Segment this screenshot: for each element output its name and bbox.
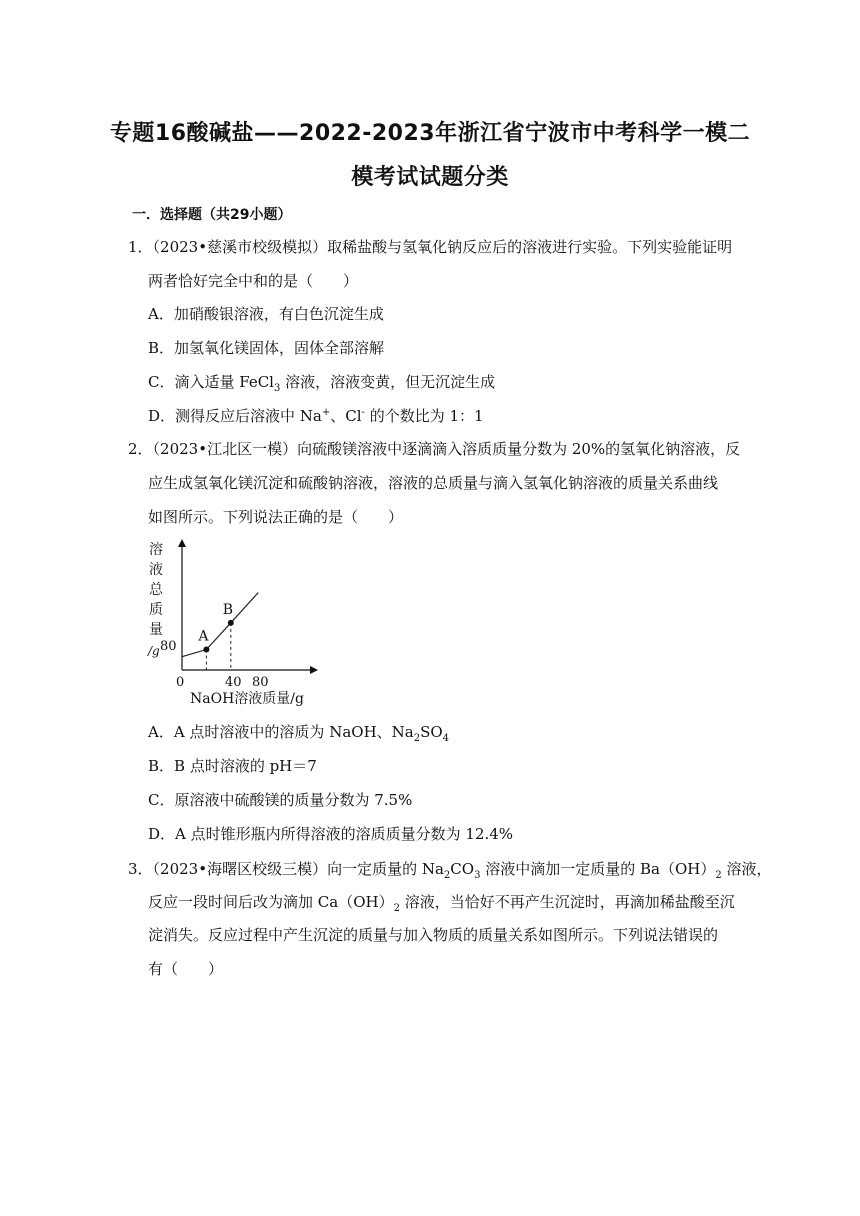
q3-text-3: 溶液中滴加一定质量的 Ba（OH） <box>480 860 716 878</box>
q1-option-b: B．加氢氧化镁固体，固体全部溶解 <box>148 339 385 357</box>
q3-stem-line4: 有（ ） <box>148 960 224 978</box>
q2-option-c: C．原溶液中硫酸镁的质量分数为 7.5% <box>148 791 413 809</box>
point-B <box>228 620 234 626</box>
y-tick-80: 80 <box>160 639 177 654</box>
q2-option-a-sub1: 2 <box>413 733 421 744</box>
q1-option-d-sup2: - <box>361 407 365 418</box>
y-label-char-1: 溶 <box>149 542 163 558</box>
y-label-char-3: 总 <box>149 582 163 598</box>
x-tick-0: 0 <box>176 675 185 690</box>
x-tick-40: 40 <box>225 675 242 690</box>
q2-option-a-mid: SO <box>420 723 443 741</box>
q3-line2-sub: 2 <box>393 903 400 914</box>
q2-stem-line3: 如图所示。下列说法正确的是（ ） <box>148 508 404 526</box>
q1-option-d <box>148 405 484 426</box>
q2-stem-line2: 应生成氢氧化镁沉淀和硫酸钠溶液，溶液的总质量与滴入氢氧化钠溶液的质量关系曲线 <box>148 474 719 492</box>
point-label-B: B <box>222 601 234 618</box>
q3-stem-line3: 淀消失。反应过程中产生沉淀的质量与加入物质的质量关系如图所示。下列说法错误的 <box>148 926 719 944</box>
q3-stem-line2 <box>148 891 735 914</box>
y-label-char-5: 量 <box>149 622 163 638</box>
q2-option-b: B．B 点时溶液的 pH＝7 <box>148 757 317 775</box>
q3-line2-tail: 溶液，当恰好不再产生沉淀时，再滴加稀盐酸至沉 <box>399 893 735 911</box>
q2-option-a-text: A．A 点时溶液中的溶质为 NaOH、Na <box>148 723 414 741</box>
mass-curve-chart <box>140 538 340 708</box>
q2-option-d: D．A 点时锥形瓶内所得溶液的溶质质量分数为 12.4% <box>148 825 514 843</box>
y-label-char-6: /g <box>148 644 160 658</box>
y-axis-arrow <box>178 539 186 547</box>
x-axis-label: NaOH溶液质量/g <box>190 691 304 707</box>
q1-option-d-sup1: + <box>321 407 331 418</box>
q1-stem-line1: 1．（2023•慈溪市校级模拟）取稀盐酸与氢氧化钠反应后的溶液进行实验。下列实验能证明 <box>128 238 733 256</box>
x-tick-80: 80 <box>252 675 269 690</box>
x-axis-arrow <box>310 666 318 674</box>
q1-stem-line2: 两者恰好完全中和的是（ ） <box>148 272 359 290</box>
q1-option-d-tail: 的个数比为 1：1 <box>364 407 484 425</box>
total-mass-curve <box>182 593 258 657</box>
q3-text-4: 溶液， <box>721 860 772 878</box>
chart-plot <box>182 593 258 670</box>
q1-option-c <box>148 371 495 394</box>
document-title-line2: 模考试试题分类 <box>351 165 509 190</box>
point-label-A: A <box>198 628 209 645</box>
y-label-char-4: 质 <box>149 602 163 618</box>
q3-line2-text: 反应一段时间后改为滴加 Ca（OH） <box>148 893 394 911</box>
q2-option-a <box>148 721 449 744</box>
point-A <box>203 647 209 653</box>
q3-sub-3: 2 <box>715 870 722 881</box>
q3-sub-2: 3 <box>474 870 481 881</box>
document-title-line1: 专题16酸碱盐——2022-2023年浙江省宁波市中考科学一模二 <box>109 121 751 146</box>
q2-option-a-sub2: 4 <box>442 733 450 744</box>
q1-option-c-tail: 溶液，溶液变黄，但无沉淀生成 <box>280 373 496 391</box>
section-heading: 一．选择题（共29小题） <box>132 207 292 223</box>
q3-sub-1: 2 <box>443 870 451 881</box>
q2-stem-line1: 2．（2023•江北区一模）向硫酸镁溶液中逐滴滴入溶质质量分数为 20%的氢氧化钠溶液，反 <box>128 440 741 458</box>
q1-option-d-text: D．测得反应后溶液中 Na <box>148 407 322 425</box>
q3-text-2: CO <box>450 860 475 878</box>
q3-text-1: 3．（2023•海曙区校级三模）向一定质量的 Na <box>128 860 444 878</box>
q1-option-d-mid: 、Cl <box>330 407 362 425</box>
q1-option-c-text: C．滴入适量 FeCl <box>148 373 274 391</box>
y-label-char-2: 液 <box>149 562 163 578</box>
q1-option-a: A．加硝酸银溶液，有白色沉淀生成 <box>148 305 384 323</box>
q1-option-c-sub: 3 <box>274 383 281 394</box>
q3-stem-line1 <box>128 858 771 881</box>
